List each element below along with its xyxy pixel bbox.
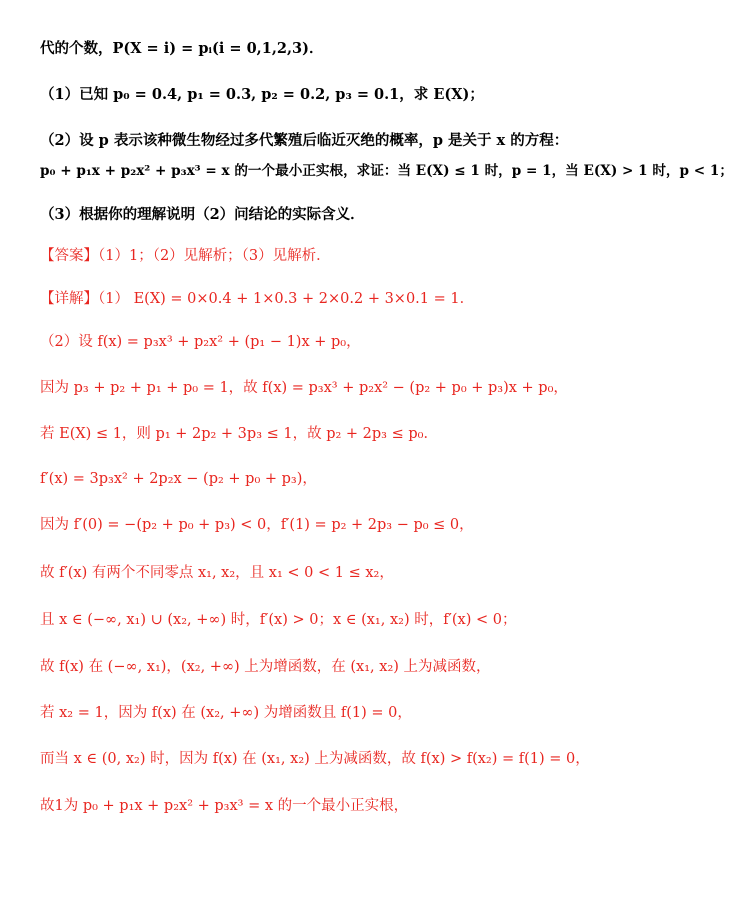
solution-line-7: 因为 f′(0) = −(p₂ + p₀ + p₃) < 0，f′(1) = p₂ + 2p₃ − p₀ ≤ 0， xyxy=(40,517,474,533)
text-line-1: 代的个数，P(X = i) = pᵢ(i = 0,1,2,3)． xyxy=(40,40,324,57)
solution-line-12: 而当 x ∈ (0, x₂) 时，因为 f(x) 在 (x₁, x₂) 上为减函数，故 f(x) > f(x₂) = f(1) = 0， xyxy=(40,751,590,767)
solution-line-3: （2）设 f(x) = p₃x³ + p₂x² + (p₁ − 1)x + p₀， xyxy=(40,334,361,350)
solution-line-10: 故 f(x) 在 (−∞, x₁)，(x₂, +∞) 上为增函数，在 (x₁, x₂) 上为减函数， xyxy=(40,659,491,675)
solution-line-9: 且 x ∈ (−∞, x₁) ∪ (x₂, +∞) 时，f′(x) > 0；x ∈ (x₁, x₂) 时，f′(x) < 0； xyxy=(40,612,517,628)
solution-part-1: 【详解】（1） E(X) = 0×0.4 + 1×0.3 + 2×0.2 + 3×0.1 = 1． xyxy=(40,291,475,307)
solution-line-13: 故1为 p₀ + p₁x + p₂x² + p₃x³ = x 的一个最小正实根， xyxy=(40,798,409,814)
question-part-3: （3）根据你的理解说明（2）问结论的实际含义． xyxy=(40,206,365,223)
solution-line-11: 若 x₂ = 1，因为 f(x) 在 (x₂, +∞) 为增函数且 f(1) = 0， xyxy=(40,705,412,721)
question-part-2-equation: p₀ + p₁x + p₂x² + p₃x³ = x 的一个最小正实根，求证：当 E(X) ≤ 1 时，p = 1，当 E(X) > 1 时，p < 1； xyxy=(40,163,733,179)
answer-line: 【答案】（1）1；（2）见解析；（3）见解析． xyxy=(40,248,331,264)
solution-line-8: 故 f′(x) 有两个不同零点 x₁, x₂，且 x₁ < 0 < 1 ≤ x₂， xyxy=(40,565,394,581)
question-part-1: （1）已知 p₀ = 0.4, p₁ = 0.3, p₂ = 0.2, p₃ = 0.1，求 E(X)； xyxy=(40,86,484,103)
question-part-2: （2）设 p 表示该种微生物经过多代繁殖后临近灭绝的概率，p 是关于 x 的方程： xyxy=(40,132,569,149)
solution-line-5: 若 E(X) ≤ 1，则 p₁ + 2p₂ + 3p₃ ≤ 1，故 p₂ + 2p₃ ≤ p₀． xyxy=(40,426,438,442)
solution-line-6: f′(x) = 3p₃x² + 2p₂x − (p₂ + p₀ + p₃)， xyxy=(40,471,317,487)
solution-line-4: 因为 p₃ + p₂ + p₁ + p₀ = 1，故 f(x) = p₃x³ + p₂x² − (p₂ + p₀ + p₃)x + p₀， xyxy=(40,380,568,396)
